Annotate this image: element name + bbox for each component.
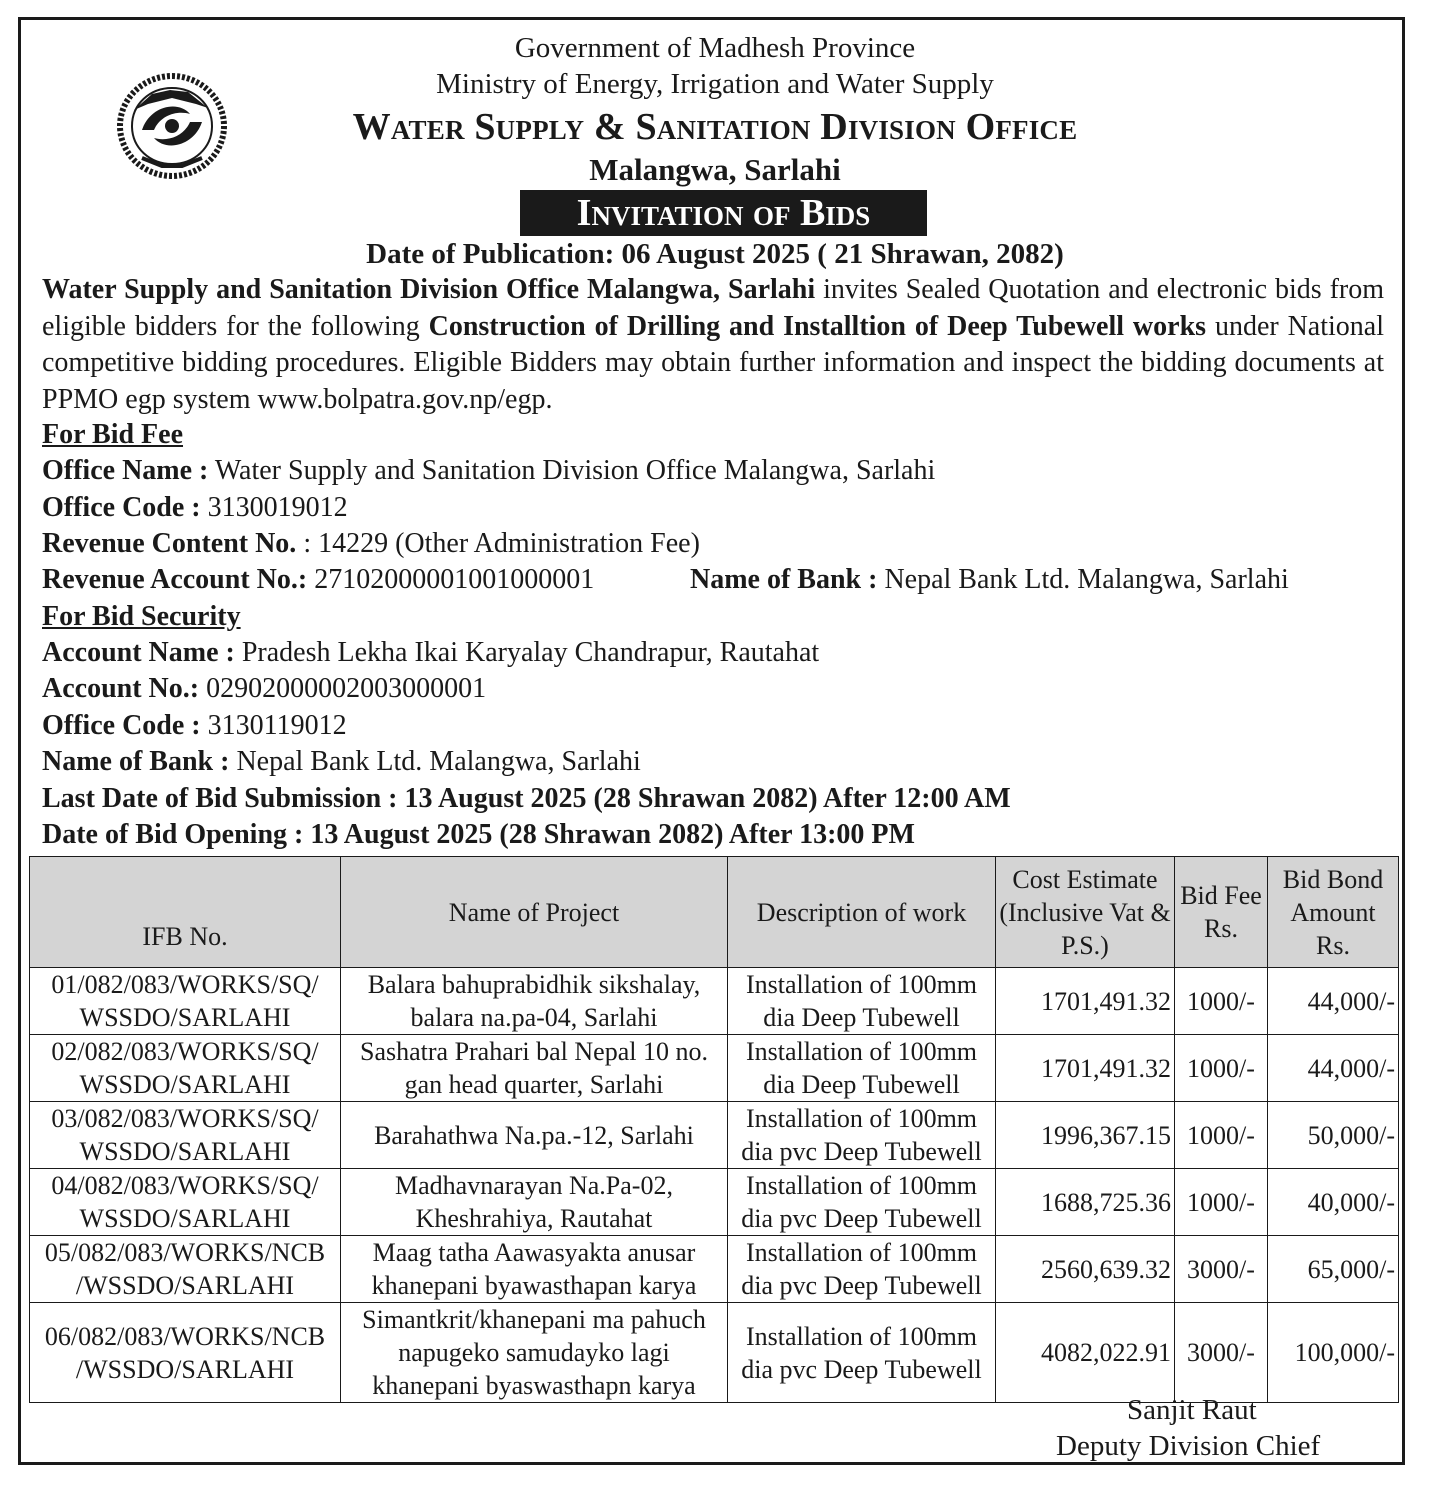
cell-cost: 4082,022.91 xyxy=(996,1303,1175,1403)
cell-description: Installation of 100mm dia pvc Deep Tubewell xyxy=(728,1303,996,1403)
intro-text-1: invites Sealed Quotation and electronic bids from eligible bidders for the following xyxy=(42,274,1385,342)
table-row xyxy=(30,1035,1399,1102)
signatory-title: Deputy Division Chief xyxy=(1056,1430,1321,1462)
cell-cost: 1688,725.36 xyxy=(996,1169,1175,1236)
cell-project: Barahathwa Na.pa.-12, Sarlahi xyxy=(341,1102,728,1169)
cell-ifb: 06/082/083/WORKS/NCB /WSSDO/SARLAHI xyxy=(30,1303,341,1403)
bids-table xyxy=(29,856,1399,1403)
cell-fee: 1000/- xyxy=(1175,968,1268,1035)
bid-fee-office-name: Office Name : Water Supply and Sanitation Division Office Malangwa, Sarlahi xyxy=(42,455,936,486)
intro-office: Water Supply and Sanitation Division Office Malangwa, Sarlahi xyxy=(42,274,816,305)
table-row xyxy=(30,968,1399,1035)
bid-fee-revenue-account: Revenue Account No.: 27102000001001000001 xyxy=(42,564,595,595)
bid-fee-bank: Name of Bank : Nepal Bank Ltd. Malangwa, Sarlahi xyxy=(690,564,1289,595)
cell-ifb: 03/082/083/WORKS/SQ/ WSSDO/SARLAHI xyxy=(30,1102,341,1169)
publication-date: Date of Publication: 06 August 2025 ( 21 Shrawan, 2082) xyxy=(366,238,1064,270)
bid-opening-date: Date of Bid Opening : 13 August 2025 (28 Shrawan 2082) After 13:00 PM xyxy=(42,819,915,850)
cell-ifb: 04/082/083/WORKS/SQ/ WSSDO/SARLAHI xyxy=(30,1169,341,1236)
cell-ifb: 02/082/083/WORKS/SQ/ WSSDO/SARLAHI xyxy=(30,1035,341,1102)
cell-description: Installation of 100mm dia Deep Tubewell xyxy=(728,1035,996,1102)
cell-project: Madhavnarayan Na.Pa-02, Kheshrahiya, Rautahat xyxy=(341,1169,728,1236)
cell-fee: 1000/- xyxy=(1175,1035,1268,1102)
cell-description: Installation of 100mm dia Deep Tubewell xyxy=(728,968,996,1035)
bid-security-heading: For Bid Security xyxy=(42,601,241,632)
header-ifb: IFB No. xyxy=(30,857,341,968)
cell-project: Balara bahuprabidhik sikshalay, balara na.pa-04, Sarlahi xyxy=(341,968,728,1035)
bid-fee-revenue-content: Revenue Content No. : 14229 (Other Administration Fee) xyxy=(42,528,700,559)
bid-security-account-name: Account Name : Pradesh Lekha Ikai Karyalay Chandrapur, Rautahat xyxy=(42,637,820,668)
bid-fee-heading: For Bid Fee xyxy=(42,419,184,450)
cell-bond: 100,000/- xyxy=(1268,1303,1399,1403)
table-row xyxy=(30,1169,1399,1236)
table-row xyxy=(30,1102,1399,1169)
cell-description: Installation of 100mm dia pvc Deep Tubewell xyxy=(728,1102,996,1169)
cell-fee: 3000/- xyxy=(1175,1236,1268,1303)
cell-fee: 1000/- xyxy=(1175,1102,1268,1169)
intro-paragraph xyxy=(42,272,1384,418)
cell-project: Maag tatha Aawasyakta anusar khanepani byawasthapan karya xyxy=(341,1236,728,1303)
ministry-line: Ministry of Energy, Irrigation and Water Supply xyxy=(436,68,994,100)
table-row xyxy=(30,1236,1399,1303)
header-cost: Cost Estimate (Inclusive Vat & P.S.) xyxy=(996,857,1175,968)
cell-bond: 40,000/- xyxy=(1268,1169,1399,1236)
cell-cost: 1996,367.15 xyxy=(996,1102,1175,1169)
last-submission-date: Last Date of Bid Submission : 13 August 2025 (28 Shrawan 2082) After 12:00 AM xyxy=(42,783,1011,814)
cell-bond: 50,000/- xyxy=(1268,1102,1399,1169)
cell-ifb: 01/082/083/WORKS/SQ/ WSSDO/SARLAHI xyxy=(30,968,341,1035)
cell-cost: 2560,639.32 xyxy=(996,1236,1175,1303)
cell-cost: 1701,491.32 xyxy=(996,968,1175,1035)
bid-fee-office-code: Office Code : 3130019012 xyxy=(42,492,348,523)
cell-bond: 44,000/- xyxy=(1268,968,1399,1035)
cell-fee: 1000/- xyxy=(1175,1169,1268,1236)
cell-fee: 3000/- xyxy=(1175,1303,1268,1403)
cell-bond: 65,000/- xyxy=(1268,1236,1399,1303)
cell-bond: 44,000/- xyxy=(1268,1035,1399,1102)
bid-security-bank: Name of Bank : Nepal Bank Ltd. Malangwa, Sarlahi xyxy=(42,746,641,777)
government-line: Government of Madhesh Province xyxy=(514,32,916,64)
invitation-banner: Invitation of Bids xyxy=(520,190,927,236)
cell-description: Installation of 100mm dia pvc Deep Tubewell xyxy=(728,1236,996,1303)
header-fee: Bid Fee Rs. xyxy=(1175,857,1268,968)
office-title: Water Supply & Sanitation Division Office xyxy=(352,106,1078,148)
table-row xyxy=(30,1303,1399,1403)
cell-description: Installation of 100mm dia pvc Deep Tubewell xyxy=(728,1169,996,1236)
cell-ifb: 05/082/083/WORKS/NCB /WSSDO/SARLAHI xyxy=(30,1236,341,1303)
intro-works: Construction of Drilling and Installtion of Deep Tubewell works xyxy=(428,310,1207,342)
bid-security-office-code: Office Code : 3130119012 xyxy=(42,710,347,741)
signatory-name: Sanjit Raut xyxy=(1127,1394,1257,1426)
header-description: Description of work xyxy=(728,857,996,968)
cell-project: Sashatra Prahari bal Nepal 10 no. gan head quarter, Sarlahi xyxy=(341,1035,728,1102)
office-location: Malangwa, Sarlahi xyxy=(589,152,841,187)
bid-security-account-no: Account No.: 02902000002003000001 xyxy=(42,673,487,704)
header-bond: Bid Bond Amount Rs. xyxy=(1268,857,1399,968)
cell-cost: 1701,491.32 xyxy=(996,1035,1175,1102)
table-header-row xyxy=(30,857,1399,968)
intro-text-2: under National competitive bidding procedures. Eligible Bidders may obtain further information and inspect the bidding documents at PPMO egp system www.bolpatra.gov.np/egp. xyxy=(42,310,1384,415)
cell-project: Simantkrit/khanepani ma pahuch napugeko samudayko lagi khanepani byaswasthapn karya xyxy=(341,1303,728,1403)
header-project: Name of Project xyxy=(341,857,728,968)
